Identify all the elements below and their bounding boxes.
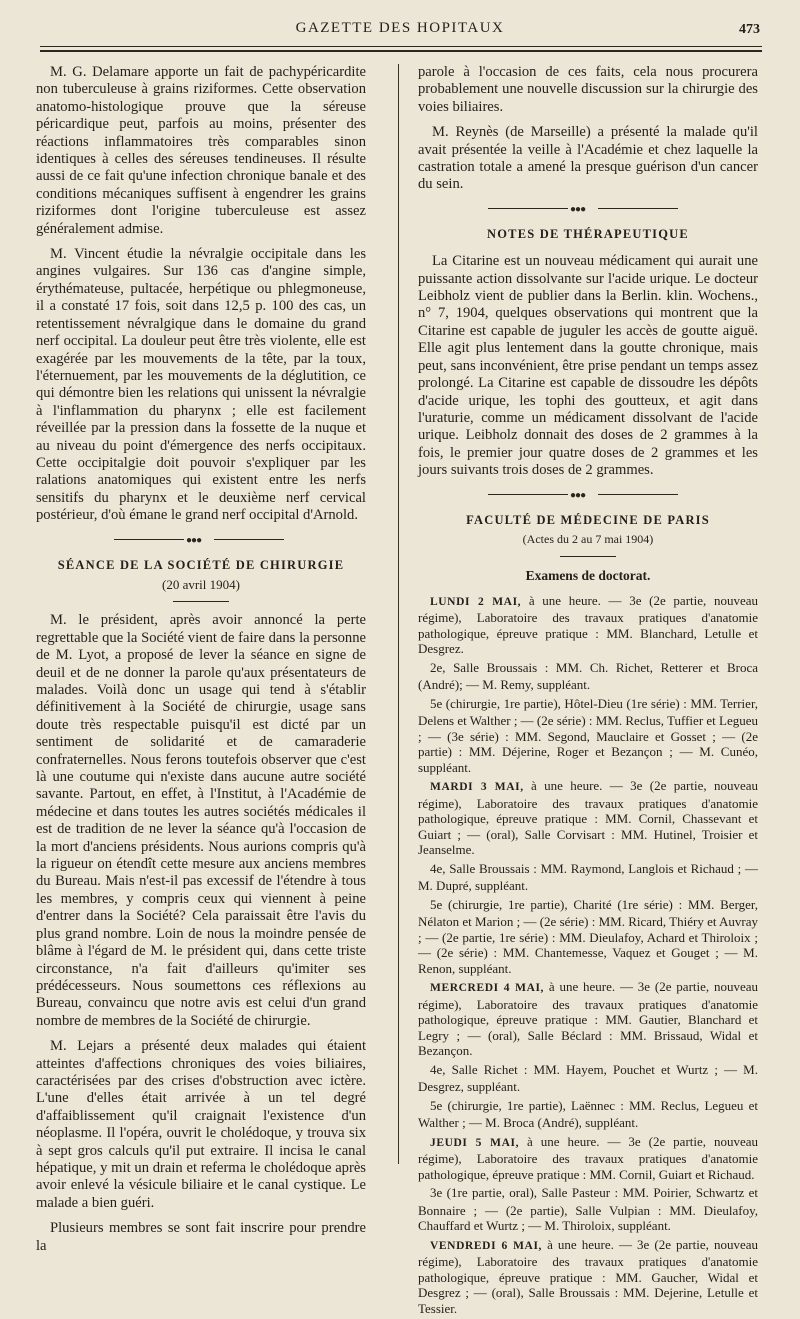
exam-day: LUNDI 2 MAI, xyxy=(430,595,522,608)
short-rule xyxy=(173,601,229,602)
column-divider xyxy=(398,64,399,1164)
exam-text: 4e, Salle Broussais : MM. Raymond, Langlois et Richaud ; — M. Dupré, suppléant. xyxy=(418,860,758,894)
exam-entry xyxy=(418,979,758,1059)
exam-text: 5e (chirurgie, 1re partie), Hôtel-Dieu (1re série) : MM. Terrier, Delens et Walther ; — (2e série) : MM. Reclus, Tuffier et Legueu ; — (3e série) : MM. Segond, Mauclaire et Gosset ; — (2e partie) : MM. Déjerine, Roger et Bezançon ; — M. Cunéo, suppléant. xyxy=(418,695,759,775)
left-column xyxy=(36,64,366,1263)
exam-entry xyxy=(418,696,758,776)
section-title-faculte: FACULTÉ DE MÉDECINE DE PARIS xyxy=(466,512,710,527)
exam-day: JEUDI 5 MAI, xyxy=(430,1136,520,1149)
exam-text: 2e, Salle Broussais : MM. Ch. Richet, Retterer et Broca (André); — M. Remy, suppléant. xyxy=(418,659,758,693)
faculty-dates: (Actes du 2 au 7 mai 1904) xyxy=(522,531,654,546)
exam-entry xyxy=(418,1185,758,1234)
section-ornament: ●●● xyxy=(418,204,758,214)
exams-title: Examens de doctorat. xyxy=(525,568,651,584)
exam-text: 5e (chirurgie, 1re partie), Laënnec : MM. Reclus, Legueu et Walther ; — M. Broca (André), suppléant. xyxy=(418,1097,758,1131)
exam-day: MERCREDI 4 MAI, xyxy=(430,982,545,995)
section-title-therapeutique: NOTES DE THÉRAPEUTIQUE xyxy=(487,226,689,241)
section-title-chirurgie: SÉANCE DE LA SOCIÉTÉ DE CHIRURGIE xyxy=(57,557,345,572)
header-rule-bottom xyxy=(40,50,762,52)
exam-entry xyxy=(418,897,758,977)
paragraph-reynes: M. Reynès (de Marseille) a présenté la malade qu'il avait présentée la veille à l'Académie et chez laquelle la castration totale a amené la presque guérison d'un cancer du sein. xyxy=(418,124,758,193)
page-number: 473 xyxy=(739,22,760,37)
exam-entry xyxy=(418,660,758,693)
exam-text: à une heure. — 3e (2e partie, nouveau régime), Laboratoire des travaux pratiques d'anatomie pathologique, épreuve pratique : MM. Cornil, Chassevant et Guiart ; — (oral), Salle Corvisart : MM. Hutinel, Troisier et Jeanselme. xyxy=(418,778,758,858)
section-ornament: ●●● xyxy=(36,535,366,545)
exam-text: à une heure. — 3e (2e partie, nouveau régime), Laboratoire des travaux pratiques d'anatomie pathologique, épreuve pratique : MM. Blanchard, Letulle et Desgrez. xyxy=(418,592,758,657)
right-column xyxy=(418,64,758,1319)
exam-entry xyxy=(418,861,758,894)
short-rule xyxy=(560,556,616,557)
exam-entry xyxy=(418,593,758,657)
exam-text: 5e (chirurgie, 1re partie), Charité (1re série) : MM. Berger, Nélaton et Marion ; — (2e série) : MM. Ricard, Thiéry et Auvray ; — (2e partie, 1re série) : MM. Dieulafoy, Achard et Thiroloix ; — (2e série) : MM. Chantemesse, Vaquez et Gouget ; — M. Renon, suppléant. xyxy=(418,896,758,976)
exam-text: à une heure. — 3e (2e partie, nouveau régime), Laboratoire des travaux pratiques d'anatomie pathologique, épreuve pratique : MM. Cornil, Guiart et Richaud. xyxy=(418,1133,758,1182)
section-ornament: ●●● xyxy=(418,490,758,500)
paragraph-vincent: M. Vincent étudie la névralgie occipitale dans les angines vulgaires. Sur 136 cas d'angine simple, érythémateuse, pultacée, herpétique ou phlegmoneuse, il a constaté 17 fois, soit dans 12,5 p. 100 des cas, un retentissement névralgique dans le domaine du grand nerf occipital. La douleur peut être très violente, elle est exagérée par les mouvements de la tête, par la toux, l'éternuement, par les mouvements de la déglutition, ce qui démontre bien les relations qui unissent la névralgie à l'inflammation du pharynx ; elle est facilement réveillée par la pression dans la fossette de la nuque et au niveau du point d'émergence des nerfs occipitaux. Cette occipitalgie doit pouvoir s'expliquer par les ralations anatomiques qui existent entre les nerfs sensitifs du pharynx et le deuxième nerf cervical postérieur, d'où émane le grand nerf occipital d'Arnold. xyxy=(36,246,366,524)
paragraph-parole: parole à l'occasion de ces faits, cela nous procurera probablement une nouvelle discussion sur la chirurgie des voies biliaires. xyxy=(418,64,758,115)
paragraph-president: M. le président, après avoir annoncé la perte regrettable que la Société vient de faire dans la personne de M. Lyot, a proposé de lever la séance en signe de deuil et de ne donner la parole qu'aux présentateurs de malades. Voilà donc un usage qui tend à s'établir définitivement à la Société de chirurgie, usage sans doute très respectable puisqu'il est dicté par un sentiment de solidarité et de camaraderie confraternelles. Nous ferons toutefois observer que c'est là une coutume qui n'existe dans aucune autre société savante. Partout, en effet, à l'Institut, à l'Académie de médecine et dans toutes les autres sociétés médicales il est de tradition de ne lever la séance qu'à l'occasion de la mort d'anciens présidents. Nous aurions compris qu'à la rigueur on étendît cette mesure aux anciens membres du Bureau. Mais n'est-il pas excessif de l'étendre à tous les membres, y compris ceux qui viennent à peine d'entrer dans la Société? Cela paraissait être l'avis du plus grand nombre. Loin de nous la moindre pensée de blâme à l'égard de M. le président qui, dans cette triste circonstance, n'a fait d'ailleurs qu'imiter ses prédécesseurs. Nous soumettons ces réflexions au Bureau, convaincu que notre avis est celui d'un grand nombre de membres de la Société de chirurgie. xyxy=(36,612,366,1029)
paragraph-lejars: M. Lejars a présenté deux malades qui étaient atteintes d'affections chroniques des voies biliaires, caractérisées par des crises d'obstruction avec ictère. L'une d'elles était arrivée à un tel degré d'affaiblissement qu'il craignait l'existence d'un néoplasme. Il l'opéra, ouvrit le cholédoque, y trouva six à sept gros calculs qu'il put extraire. Il incisa le canal hépatique, y mit un drain et referma le cholédoque après avoir enlevé la vésicule biliaire et le canal cystique. Le malade a bien guéri. xyxy=(36,1038,366,1211)
section-date: (20 avril 1904) xyxy=(162,576,240,592)
exam-text: 4e, Salle Richet : MM. Hayem, Pouchet et Wurtz ; — M. Desgrez, suppléant. xyxy=(418,1061,758,1095)
exam-text: à une heure. — 3e (2e partie, nouveau régime), Laboratoire des travaux pratiques d'anatomie pathologique, épreuve pratique : MM. Gautier, Blanchard et Legry ; — (oral), Salle Béclard : MM. Brissaud, Widal et Bezançon. xyxy=(418,979,758,1059)
header-rule-top xyxy=(40,46,762,47)
exam-list xyxy=(418,593,758,1317)
exam-text: à une heure. — 3e (2e partie, nouveau régime), Laboratoire des travaux pratiques d'anatomie pathologique, épreuve pratique : MM. Gaucher, Widal et Desgrez ; — (oral), Salle Broussais : MM. Dejerine, Letulle et Tessier. xyxy=(418,1236,758,1316)
exam-text: 3e (1re partie, oral), Salle Pasteur : MM. Poirier, Schwartz et Bonnaire ; — (2e partie), Salle Vulpian : MM. Dieulafoy, Chauffard et Wurtz ; — M. Thiroloix, suppléant. xyxy=(418,1185,758,1234)
exam-entry xyxy=(418,1062,758,1095)
paragraph-citarine: La Citarine est un nouveau médicament qui aurait une puissante action dissolvante sur l'acide urique. Le docteur Leibholz vient de publier dans la Berlin. klin. Wochens., n° 7, 1904, quelques observations qui montrent que la Citarine est capable de juguler les accès de goutte aiguë. Elle agit plus lentement dans la goutte chronique, mais peut, sans inconvénient, être prise pendant un temps assez prolongé. La Citarine est capable de dissoudre les dépôts d'acide urique, les tophi des goutteux, et agit dans l'uraturie, comme un médicament dissolvant de l'acide urique. Leibholz donnait des doses de 2 grammes à la fois, le premier jour quatre doses de 2 grammes et les jours suivants trois doses de 2 grammes. xyxy=(418,253,758,479)
journal-title: GAZETTE DES HOPITAUX xyxy=(295,20,505,36)
exam-entry xyxy=(418,1134,758,1183)
exam-entry xyxy=(418,1237,758,1317)
paragraph-delamare: M. G. Delamare apporte un fait de pachypéricardite non tuberculeuse à grains riziformes. Cette observation anatomo-histologique prouve que la séreuse péricardique peut, parfois au moins, présenter des réactions inflammatoires très comparables sinon identiques à celles des séreuses tendineuses. Il résulte aussi de ce fait qu'une infection chronique banale et des conditions mécaniques suffisent à engendrer les grains riziformes dont l'origine tuberculeuse est assez généralement admise. xyxy=(36,64,366,237)
exam-day: MARDI 3 MAI, xyxy=(430,781,524,794)
paragraph-plusieurs: Plusieurs membres se sont fait inscrire pour prendre la xyxy=(36,1220,366,1254)
exam-entry xyxy=(418,778,758,858)
exam-entry xyxy=(418,1098,758,1131)
exam-day: VENDREDI 6 MAI, xyxy=(430,1239,542,1252)
running-head xyxy=(40,18,760,40)
